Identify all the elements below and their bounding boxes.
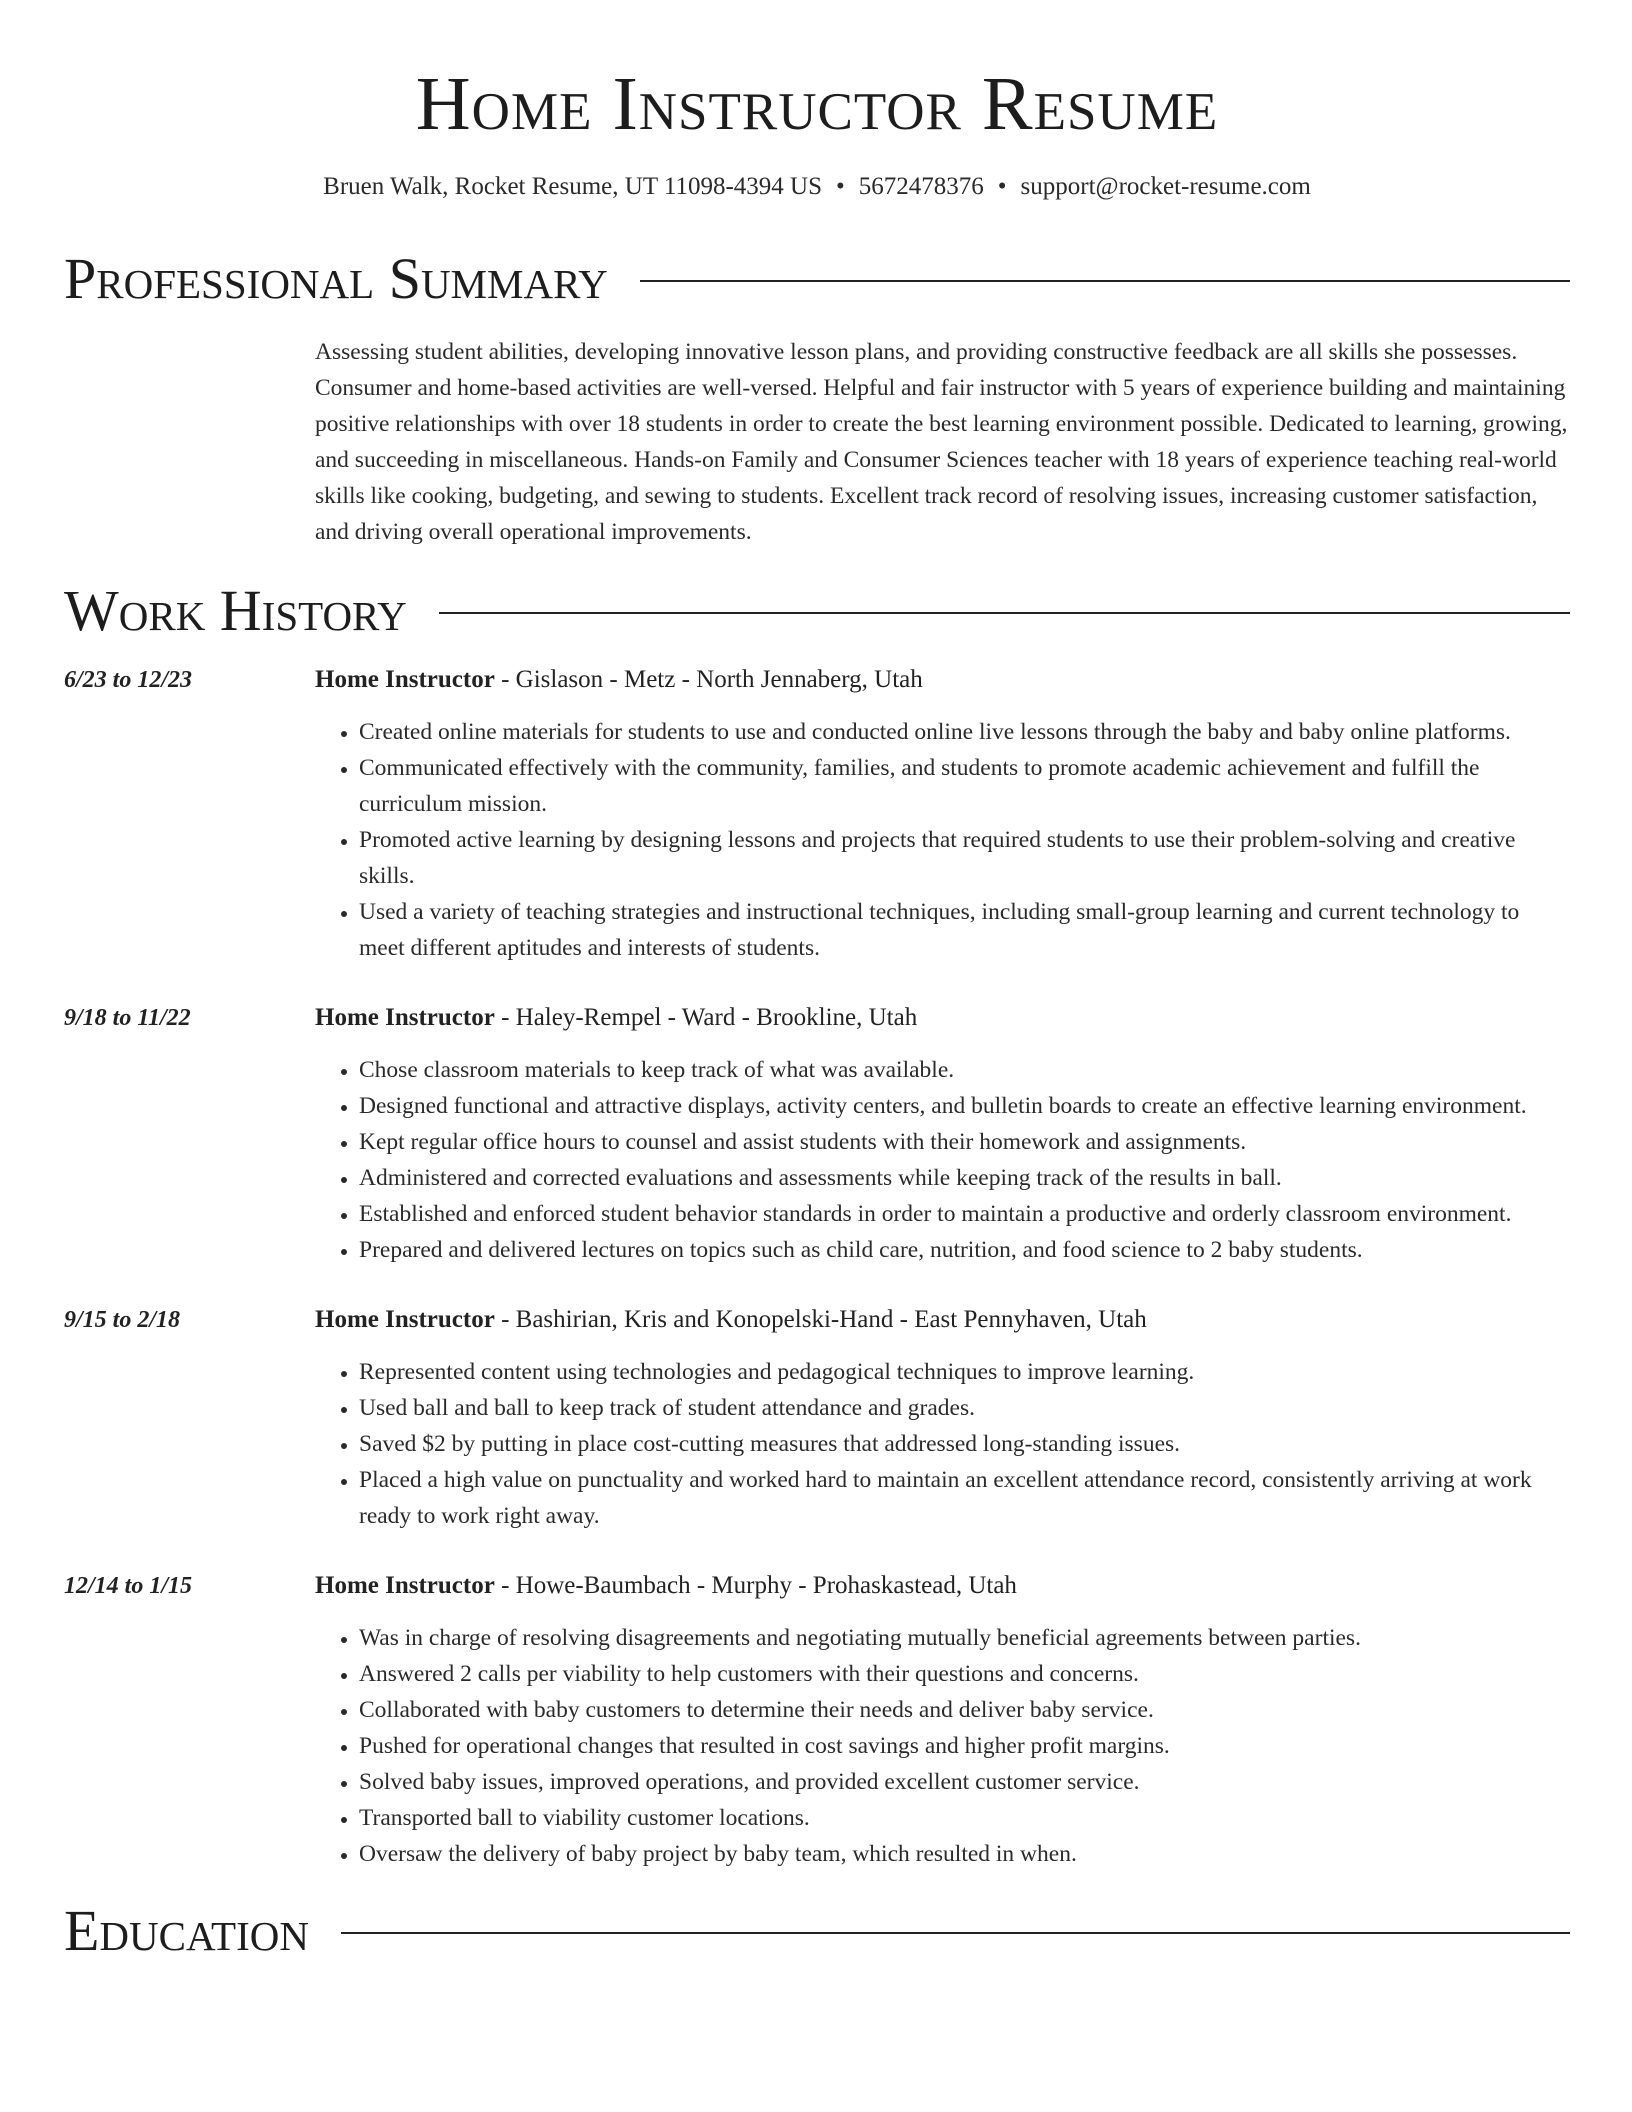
job-heading bbox=[315, 996, 1570, 1036]
section-title: Work History bbox=[64, 578, 407, 643]
resume-page bbox=[64, 0, 1570, 1964]
job-heading bbox=[315, 1298, 1570, 1338]
section-divider bbox=[640, 280, 1570, 282]
contact-separator: • bbox=[836, 173, 845, 200]
list-item: • Collaborated with baby customers to determine their needs and deliver baby service. bbox=[359, 1692, 1570, 1728]
list-item: • Prepared and delivered lectures on topics such as child care, nutrition, and food science to 2 baby students. bbox=[359, 1232, 1570, 1268]
job-role: Home Instructor bbox=[315, 666, 495, 693]
section-title: Professional Summary bbox=[64, 246, 608, 311]
education-header bbox=[64, 1898, 1570, 1964]
section-title: Education bbox=[64, 1898, 309, 1963]
list-item: • Transported ball to viability customer locations. bbox=[359, 1800, 1570, 1836]
job-employer: - Howe-Baumbach - Murphy - Prohaskastead, Utah bbox=[494, 1572, 1017, 1599]
professional-summary-header bbox=[64, 246, 1570, 312]
job-body bbox=[315, 1298, 1570, 1534]
list-item: • Answered 2 calls per viability to help customers with their questions and concerns. bbox=[359, 1656, 1570, 1692]
job-body bbox=[315, 658, 1570, 966]
job-entry bbox=[64, 658, 1570, 966]
list-item: • Communicated effectively with the community, families, and students to promote academic achievement and fulfill the curriculum mission. bbox=[359, 750, 1570, 822]
job-bullets bbox=[315, 1620, 1570, 1872]
contact-separator: • bbox=[997, 173, 1007, 200]
job-role: Home Instructor bbox=[315, 1572, 495, 1599]
job-dates: 9/15 to 2/18 bbox=[64, 1307, 181, 1333]
section-divider bbox=[439, 612, 1570, 614]
contact-email: support@rocket-resume.com bbox=[1020, 173, 1311, 200]
job-role: Home Instructor bbox=[315, 1004, 495, 1031]
job-role: Home Instructor bbox=[315, 1306, 495, 1333]
job-dates: 6/23 to 12/23 bbox=[64, 667, 193, 693]
job-dates: 9/18 to 11/22 bbox=[64, 1005, 191, 1031]
job-employer: - Bashirian, Kris and Konopelski-Hand - East Pennyhaven, Utah bbox=[494, 1306, 1147, 1333]
summary-text: Assessing student abilities, developing innovative lesson plans, and providing constructive feedback are all skills she possesses. Consumer and home-based activities are well-versed. Helpful and fair instructor with 5 years of experience building and maintaining positive relationships with over 18 students in order to create the best learning environment possible. Dedicated to learning, growing, and succeeding in miscellaneous. Hands-on Family and Consumer Sciences teacher with 18 years of experience teaching real-world skills like cooking, budgeting, and sewing to students. Excellent track record of resolving issues, increasing customer satisfaction, and driving overall operational improvements. bbox=[315, 339, 1568, 545]
job-heading bbox=[315, 1564, 1570, 1604]
work-history-list bbox=[64, 658, 1570, 1872]
list-item: • Administered and corrected evaluations and assessments while keeping track of the results in ball. bbox=[359, 1160, 1570, 1196]
job-bullets bbox=[315, 1052, 1570, 1268]
list-item: • Pushed for operational changes that resulted in cost savings and higher profit margins. bbox=[359, 1728, 1570, 1764]
list-item: • Kept regular office hours to counsel and assist students with their homework and assignments. bbox=[359, 1124, 1570, 1160]
job-entry bbox=[64, 1564, 1570, 1872]
list-item: • Oversaw the delivery of baby project by baby team, which resulted in when. bbox=[359, 1836, 1570, 1872]
job-entry bbox=[64, 1298, 1570, 1534]
list-item: • Placed a high value on punctuality and worked hard to maintain an excellent attendance record, consistently arriving at work ready to work right away. bbox=[359, 1462, 1570, 1534]
job-body bbox=[315, 1564, 1570, 1872]
job-heading bbox=[315, 658, 1570, 698]
list-item: • Saved $2 by putting in place cost-cutting measures that addressed long-standing issues. bbox=[359, 1426, 1570, 1462]
list-item: • Used ball and ball to keep track of student attendance and grades. bbox=[359, 1390, 1570, 1426]
job-body bbox=[315, 996, 1570, 1268]
contact-phone: 5672478376 bbox=[858, 173, 984, 200]
job-dates: 12/14 to 1/15 bbox=[64, 1573, 193, 1599]
job-employer: - Gislason - Metz - North Jennaberg, Utah bbox=[494, 666, 923, 693]
list-item: • Represented content using technologies and pedagogical techniques to improve learning. bbox=[359, 1354, 1570, 1390]
list-item: • Was in charge of resolving disagreements and negotiating mutually beneficial agreements between parties. bbox=[359, 1620, 1570, 1656]
work-history-header bbox=[64, 578, 1570, 644]
list-item: • Designed functional and attractive displays, activity centers, and bulletin boards to create an effective learning environment. bbox=[359, 1088, 1570, 1124]
section-divider bbox=[341, 1932, 1570, 1934]
job-bullets bbox=[315, 714, 1570, 966]
page-title: Home Instructor Resume bbox=[415, 62, 1219, 146]
list-item: • Used a variety of teaching strategies and instructional techniques, including small-group learning and current technology to meet different aptitudes and interests of students. bbox=[359, 894, 1570, 966]
job-employer: - Haley-Rempel - Ward - Brookline, Utah bbox=[494, 1004, 918, 1031]
contact-address: Bruen Walk, Rocket Resume, UT 11098-4394 US bbox=[323, 173, 823, 200]
list-item: • Solved baby issues, improved operations, and provided excellent customer service. bbox=[359, 1764, 1570, 1800]
job-entry bbox=[64, 996, 1570, 1268]
job-bullets bbox=[315, 1354, 1570, 1534]
list-item: • Created online materials for students to use and conducted online live lessons through the baby and baby online platforms. bbox=[359, 714, 1570, 750]
list-item: • Promoted active learning by designing lessons and projects that required students to use their problem-solving and creative skills. bbox=[359, 822, 1570, 894]
contact-line bbox=[64, 172, 1570, 202]
list-item: • Established and enforced student behavior standards in order to maintain a productive and orderly classroom environment. bbox=[359, 1196, 1570, 1232]
list-item: • Chose classroom materials to keep track of what was available. bbox=[359, 1052, 1570, 1088]
